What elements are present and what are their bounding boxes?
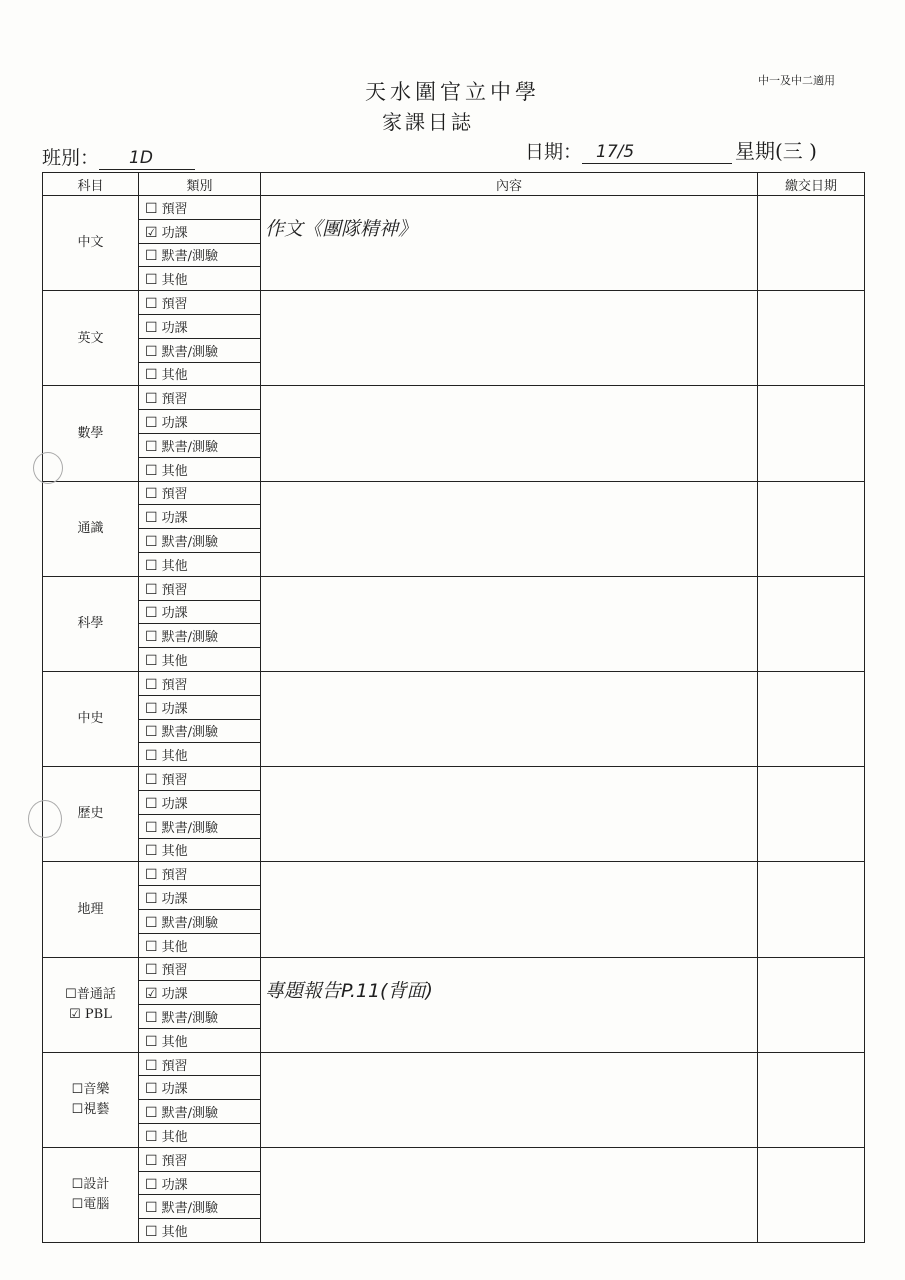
subject-name: ☐視藝 — [71, 1101, 110, 1117]
category-cell — [139, 933, 261, 957]
checkbox-icon[interactable]: ☐ — [145, 1033, 158, 1050]
checkbox-icon[interactable]: ☐ — [145, 867, 158, 884]
subject-cell — [43, 862, 139, 957]
checkbox-icon[interactable]: ☐ — [145, 296, 158, 313]
content-cell[interactable] — [261, 671, 758, 766]
checkbox-icon[interactable]: ☐ — [145, 629, 158, 646]
due-date-cell[interactable] — [758, 767, 865, 862]
due-date-cell[interactable] — [758, 576, 865, 671]
subject-name: 科學 — [77, 616, 104, 632]
class-label: 班別： — [42, 147, 100, 169]
checkbox-icon[interactable]: ☐ — [145, 795, 158, 812]
content-cell[interactable] — [261, 576, 758, 671]
table-row — [43, 671, 865, 695]
content-cell[interactable] — [261, 1147, 758, 1242]
due-date-cell[interactable] — [758, 196, 865, 291]
category-label: 功課 — [161, 1082, 188, 1098]
checkbox-icon[interactable]: ☐ — [145, 343, 158, 360]
subject-cell — [43, 957, 139, 1052]
checkbox-icon[interactable]: ☐ — [145, 843, 158, 860]
checkbox-icon[interactable]: ☐ — [145, 1105, 158, 1122]
category-label: 默書/測驗 — [161, 535, 218, 551]
subject-name: 數學 — [77, 425, 104, 441]
category-cell — [139, 410, 261, 434]
punch-hole-mark — [33, 452, 63, 484]
subject-cell — [43, 481, 139, 576]
category-label: 功課 — [161, 606, 188, 622]
category-label: 默書/測驗 — [161, 915, 218, 931]
category-cell — [139, 1100, 261, 1124]
category-label: 其他 — [161, 749, 188, 765]
table-row — [43, 291, 865, 315]
category-cell — [139, 671, 261, 695]
subject-name: 歷史 — [77, 806, 104, 822]
category-cell — [139, 433, 261, 457]
due-date-cell[interactable] — [758, 1052, 865, 1147]
category-label: 其他 — [161, 844, 188, 860]
content-cell[interactable] — [261, 291, 758, 386]
table-row — [43, 767, 865, 791]
category-cell — [139, 576, 261, 600]
date-underline — [582, 143, 732, 164]
category-cell — [139, 767, 261, 791]
applicable-note: 中一及中二適用 — [758, 74, 835, 87]
category-cell — [139, 695, 261, 719]
category-label: 功課 — [161, 1177, 188, 1193]
category-label: 其他 — [161, 273, 188, 289]
checkbox-icon[interactable]: ☐ — [145, 1152, 158, 1169]
table-body — [43, 196, 865, 1243]
checkbox-icon[interactable]: ☐ — [145, 415, 158, 432]
subject-name: 中史 — [77, 711, 104, 727]
col-content-header: 內容 — [261, 173, 758, 196]
category-cell — [139, 1147, 261, 1171]
category-label: 其他 — [161, 654, 188, 670]
category-label: 預習 — [161, 868, 188, 884]
checkbox-icon[interactable]: ☐ — [145, 581, 158, 598]
category-label: 其他 — [161, 1034, 188, 1050]
content-cell[interactable] — [261, 386, 758, 481]
category-label: 預習 — [161, 677, 188, 693]
category-cell — [139, 362, 261, 386]
category-cell — [139, 862, 261, 886]
category-label: 默書/測驗 — [161, 344, 218, 360]
category-label: 預習 — [161, 487, 188, 503]
category-cell — [139, 338, 261, 362]
checkbox-icon[interactable]: ☐ — [145, 1224, 158, 1241]
category-cell — [139, 1076, 261, 1100]
category-label: 預習 — [161, 1058, 188, 1074]
subject-name: ☐電腦 — [71, 1196, 110, 1212]
checkbox-icon[interactable]: ☐ — [145, 248, 158, 265]
checkbox-icon[interactable]: ☐ — [145, 819, 158, 836]
category-label: 默書/測驗 — [161, 630, 218, 646]
content-cell[interactable] — [261, 481, 758, 576]
category-label: 預習 — [161, 201, 188, 217]
due-date-cell[interactable] — [758, 957, 865, 1052]
table-row — [43, 481, 865, 505]
category-label: 預習 — [161, 392, 188, 408]
table-row — [43, 386, 865, 410]
category-label: 默書/測驗 — [161, 249, 218, 265]
category-cell — [139, 838, 261, 862]
category-cell — [139, 743, 261, 767]
subject-cell — [43, 291, 139, 386]
category-label: 功課 — [161, 320, 188, 336]
checkbox-icon[interactable]: ☐ — [145, 914, 158, 931]
subject-name: ☑ PBL — [69, 1006, 112, 1022]
category-cell — [139, 957, 261, 981]
category-label: 預習 — [161, 1153, 188, 1169]
subject-cell — [43, 196, 139, 291]
category-cell — [139, 886, 261, 910]
category-label: 預習 — [161, 963, 188, 979]
category-cell — [139, 314, 261, 338]
category-cell — [139, 219, 261, 243]
table-row — [43, 1052, 865, 1076]
handwritten-content: 作文《團隊精神》 — [265, 218, 418, 240]
checked-box-icon[interactable]: ☑ — [145, 986, 158, 1003]
category-label: 功課 — [161, 416, 188, 432]
category-cell — [139, 505, 261, 529]
category-cell — [139, 457, 261, 481]
due-date-cell[interactable] — [758, 862, 865, 957]
category-label: 功課 — [161, 225, 188, 241]
category-cell — [139, 481, 261, 505]
checkbox-icon[interactable]: ☐ — [145, 700, 158, 717]
table-row — [43, 862, 865, 886]
category-label: 其他 — [161, 558, 188, 574]
category-cell — [139, 196, 261, 220]
category-cell — [139, 267, 261, 291]
category-label: 功課 — [161, 796, 188, 812]
school-name: 天水圍官立中學 — [365, 80, 540, 104]
subject-name: ☐音樂 — [71, 1082, 110, 1098]
category-cell — [139, 552, 261, 576]
category-cell — [139, 1195, 261, 1219]
checkbox-icon[interactable]: ☐ — [145, 1128, 158, 1145]
subject-cell — [43, 1147, 139, 1242]
due-date-cell[interactable] — [758, 291, 865, 386]
checkbox-icon[interactable]: ☐ — [145, 510, 158, 527]
category-cell — [139, 529, 261, 553]
subject-cell — [43, 671, 139, 766]
category-label: 功課 — [161, 701, 188, 717]
date-label: 日期： — [525, 141, 583, 163]
checkbox-icon[interactable]: ☐ — [145, 605, 158, 622]
category-cell — [139, 1219, 261, 1243]
table-row — [43, 957, 865, 981]
checkbox-icon[interactable]: ☐ — [145, 653, 158, 670]
category-cell — [139, 1171, 261, 1195]
category-label: 功課 — [161, 511, 188, 527]
checkbox-icon[interactable]: ☐ — [145, 772, 158, 789]
due-date-cell[interactable] — [758, 386, 865, 481]
subject-name: 中文 — [77, 235, 104, 251]
col-category-header: 類別 — [139, 173, 261, 196]
checkbox-icon[interactable]: ☐ — [145, 962, 158, 979]
table-header-row — [43, 173, 865, 196]
category-cell — [139, 1028, 261, 1052]
col-subject-header: 科目 — [43, 173, 139, 196]
content-cell[interactable] — [261, 767, 758, 862]
checkbox-icon[interactable]: ☐ — [145, 1200, 158, 1217]
content-cell[interactable] — [261, 957, 758, 1052]
checkbox-icon[interactable]: ☐ — [145, 938, 158, 955]
category-label: 其他 — [161, 1225, 188, 1241]
checkbox-icon[interactable]: ☐ — [145, 1057, 158, 1074]
checkbox-icon[interactable]: ☐ — [145, 724, 158, 741]
category-cell — [139, 243, 261, 267]
col-due-date-header: 繳交日期 — [758, 173, 865, 196]
category-label: 其他 — [161, 1129, 188, 1145]
category-cell — [139, 291, 261, 315]
category-cell — [139, 624, 261, 648]
checkbox-icon[interactable]: ☐ — [145, 1009, 158, 1026]
category-cell — [139, 719, 261, 743]
category-cell — [139, 386, 261, 410]
category-cell — [139, 1124, 261, 1148]
checkbox-icon[interactable]: ☐ — [145, 1081, 158, 1098]
category-cell — [139, 600, 261, 624]
checked-box-icon[interactable]: ☑ — [145, 224, 158, 241]
category-label: 默書/測驗 — [161, 1201, 218, 1217]
class-field — [42, 143, 195, 170]
checkbox-icon[interactable]: ☐ — [145, 438, 158, 455]
category-label: 默書/測驗 — [161, 1106, 218, 1122]
punch-hole-mark — [28, 800, 62, 838]
due-date-cell[interactable] — [758, 671, 865, 766]
homework-table — [42, 172, 865, 1243]
category-label: 默書/測驗 — [161, 439, 218, 455]
checkbox-icon[interactable]: ☐ — [145, 319, 158, 336]
content-cell[interactable] — [261, 862, 758, 957]
subject-cell — [43, 1052, 139, 1147]
subject-name: 地理 — [77, 901, 104, 917]
content-cell[interactable] — [261, 196, 758, 291]
checkbox-icon[interactable]: ☐ — [145, 534, 158, 551]
due-date-cell[interactable] — [758, 481, 865, 576]
checkbox-icon[interactable]: ☐ — [145, 891, 158, 907]
subject-cell — [43, 576, 139, 671]
due-date-cell[interactable] — [758, 1147, 865, 1242]
category-label: 默書/測驗 — [161, 820, 218, 836]
category-label: 功課 — [161, 987, 188, 1003]
category-label: 預習 — [161, 582, 188, 598]
category-cell — [139, 648, 261, 672]
checkbox-icon[interactable]: ☐ — [145, 367, 158, 384]
checkbox-icon[interactable]: ☐ — [145, 748, 158, 765]
document-title: 家課日誌 — [382, 110, 474, 134]
category-label: 預習 — [161, 297, 188, 313]
table-row — [43, 576, 865, 600]
checkbox-icon[interactable]: ☐ — [145, 486, 158, 503]
class-underline — [99, 149, 195, 170]
handwritten-content: 專題報告P.11(背面) — [265, 979, 433, 1002]
table-row — [43, 1147, 865, 1171]
checkbox-icon[interactable]: ☐ — [145, 200, 158, 217]
weekday-field: 星期(三 ) — [735, 139, 817, 163]
checkbox-icon[interactable]: ☐ — [145, 391, 158, 408]
checkbox-icon[interactable]: ☐ — [145, 676, 158, 693]
category-label: 默書/測驗 — [161, 725, 218, 741]
category-label: 其他 — [161, 463, 188, 479]
category-cell — [139, 1052, 261, 1076]
class-value: 1D — [129, 148, 153, 168]
subject-name: ☐設計 — [71, 1177, 110, 1193]
content-cell[interactable] — [261, 1052, 758, 1147]
subject-name: ☐普通話 — [65, 987, 116, 1003]
category-cell — [139, 909, 261, 933]
category-cell — [139, 981, 261, 1005]
category-label: 其他 — [161, 368, 188, 384]
date-field — [525, 137, 732, 164]
category-label: 其他 — [161, 939, 188, 955]
category-label: 默書/測驗 — [161, 1010, 218, 1026]
checkbox-icon[interactable]: ☐ — [145, 1176, 158, 1193]
table-row — [43, 196, 865, 220]
checkbox-icon[interactable]: ☐ — [145, 272, 158, 289]
subject-name: 英文 — [77, 330, 104, 346]
checkbox-icon[interactable]: ☐ — [145, 557, 158, 574]
category-label: 預習 — [161, 773, 188, 789]
subject-name: 通識 — [77, 520, 104, 536]
category-cell — [139, 1005, 261, 1029]
category-label: 功課 — [161, 892, 188, 907]
category-cell — [139, 814, 261, 838]
checkbox-icon[interactable]: ☐ — [145, 462, 158, 479]
date-value: 17/5 — [596, 142, 635, 162]
category-cell — [139, 790, 261, 814]
